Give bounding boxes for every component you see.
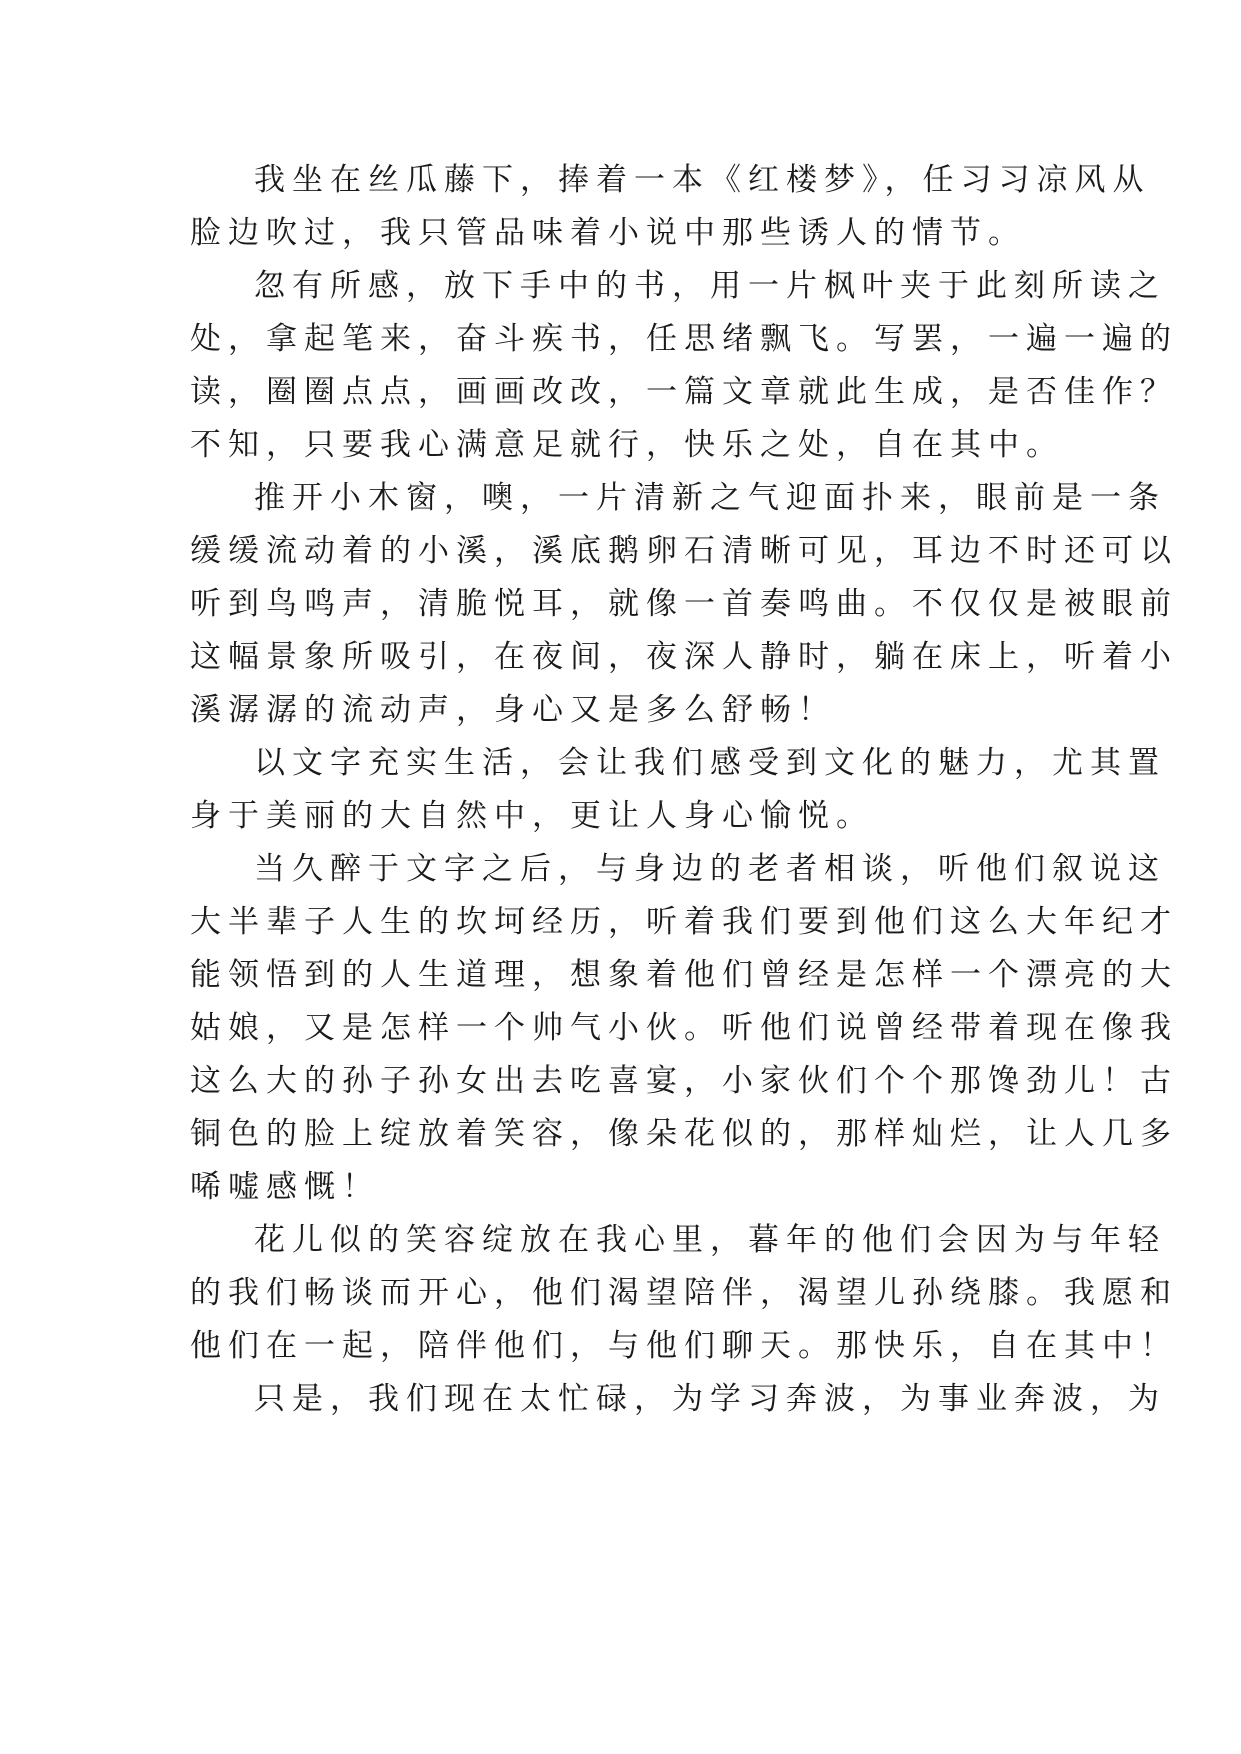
text-line: 花儿似的笑容绽放在我心里，暮年的他们会因为与年轻 — [254, 1222, 1166, 1258]
text-line: 读，圈圈点点，画画改改，一篇文章就此生成，是否佳作？ — [190, 374, 1178, 410]
text-line: 他们在一起，陪伴他们，与他们聊天。那快乐，自在其中！ — [190, 1328, 1178, 1364]
text-line: 当久醉于文字之后，与身边的老者相谈，听他们叙说这 — [254, 851, 1166, 887]
text-line: 处，拿起笔来，奋斗疾书，任思绪飘飞。写罢，一遍一遍的 — [190, 321, 1178, 357]
text-line: 溪潺潺的流动声，身心又是多么舒畅！ — [190, 692, 836, 728]
text-line: 这幅景象所吸引，在夜间，夜深人静时，躺在床上，听着小 — [190, 639, 1178, 675]
text-line: 脸边吹过，我只管品味着小说中那些诱人的情节。 — [190, 215, 1026, 251]
text-line: 能领悟到的人生道理，想象着他们曾经是怎样一个漂亮的大 — [190, 957, 1178, 993]
text-line: 忽有所感，放下手中的书，用一片枫叶夹于此刻所读之 — [254, 268, 1166, 304]
text-line: 以文字充实生活，会让我们感受到文化的魅力，尤其置 — [254, 745, 1166, 781]
text-line: 推开小木窗，噢，一片清新之气迎面扑来，眼前是一条 — [254, 480, 1166, 516]
text-line: 大半辈子人生的坎坷经历，听着我们要到他们这么大年纪才 — [190, 904, 1178, 940]
text-line: 缓缓流动着的小溪，溪底鹅卵石清晰可见，耳边不时还可以 — [190, 533, 1178, 569]
text-line: 唏嘘感慨！ — [190, 1169, 380, 1205]
text-line: 这么大的孙子孙女出去吃喜宴，小家伙们个个那馋劲儿！古 — [190, 1063, 1178, 1099]
text-line: 只是，我们现在太忙碌，为学习奔波，为事业奔波，为 — [254, 1381, 1166, 1417]
text-line: 我坐在丝瓜藤下，捧着一本《红楼梦》，任习习凉风从 — [254, 162, 1151, 198]
text-line: 不知，只要我心满意足就行，快乐之处，自在其中。 — [190, 427, 1064, 463]
text-line: 身于美丽的大自然中，更让人身心愉悦。 — [190, 798, 874, 834]
text-line: 的我们畅谈而开心，他们渴望陪伴，渴望儿孙绕膝。我愿和 — [190, 1275, 1178, 1311]
text-line: 姑娘，又是怎样一个帅气小伙。听他们说曾经带着现在像我 — [190, 1010, 1178, 1046]
text-line: 铜色的脸上绽放着笑容，像朵花似的，那样灿烂，让人几多 — [190, 1116, 1178, 1152]
text-line: 听到鸟鸣声，清脆悦耳，就像一首奏鸣曲。不仅仅是被眼前 — [190, 586, 1178, 622]
